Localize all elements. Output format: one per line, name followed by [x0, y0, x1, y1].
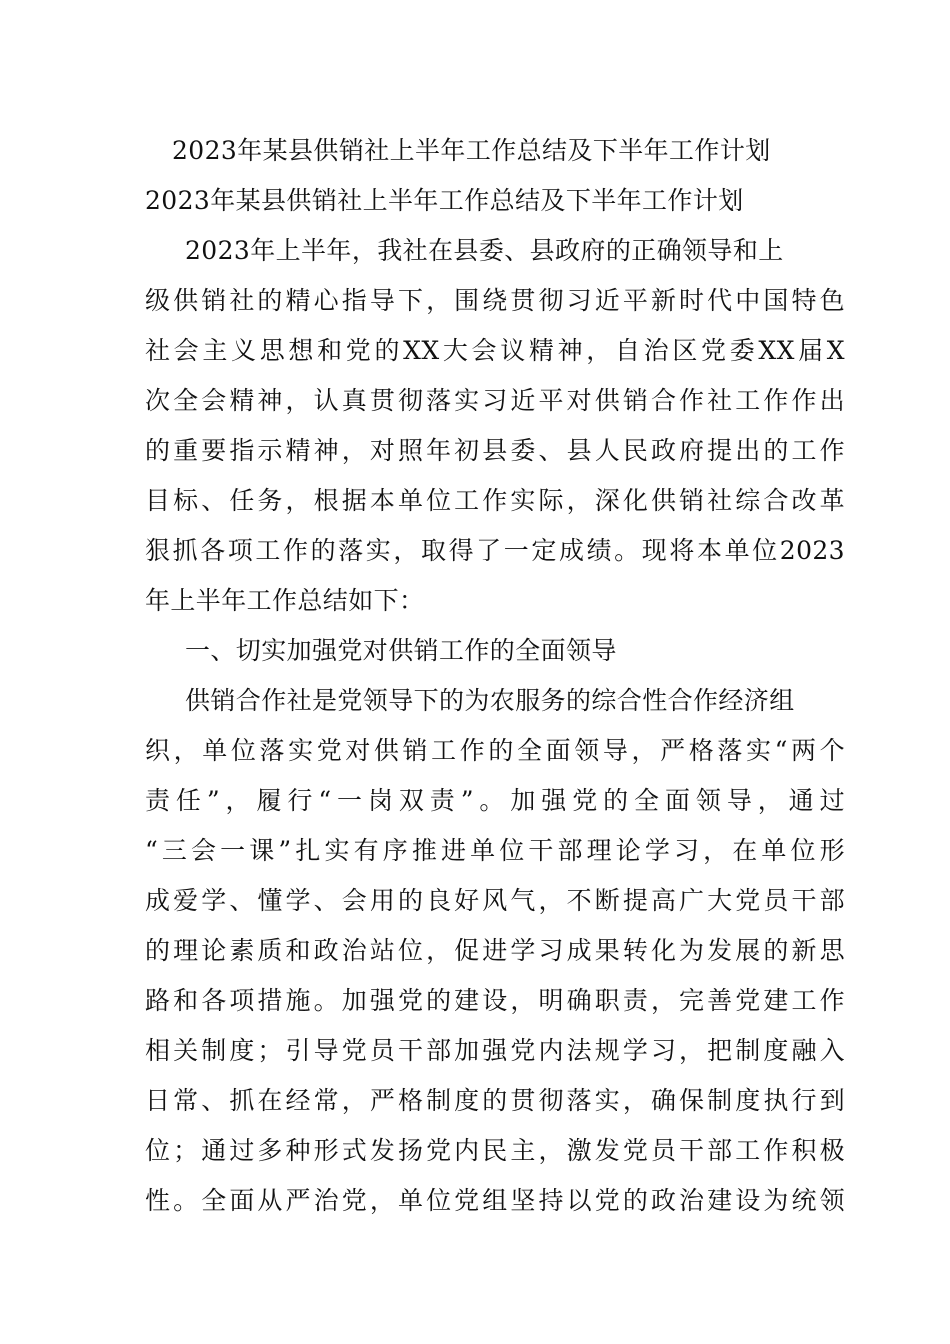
paragraph-line: 织，单位落实党对供销工作的全面领导，严格落实“两个 — [145, 736, 845, 765]
paragraph-line: 供销合作社是党领导下的为农服务的综合性合作经济组 — [185, 686, 795, 715]
paragraph-line: 次全会精神，认真贯彻落实习近平对供销合作社工作作出 — [145, 386, 845, 415]
paragraph-line: 相关制度；引导党员干部加强党内法规学习，把制度融入 — [145, 1036, 845, 1065]
paragraph-line: 的重要指示精神，对照年初县委、县人民政府提出的工作 — [145, 436, 845, 465]
paragraph-line: “三会一课”扎实有序推进单位干部理论学习，在单位形 — [145, 836, 845, 865]
paragraph-line: 路和各项措施。加强党的建设，明确职责，完善党建工作 — [145, 986, 845, 1015]
paragraph-line: 2023年上半年，我社在县委、县政府的正确领导和上 — [185, 236, 784, 265]
document-subtitle: 2023年某县供销社上半年工作总结及下半年工作计划 — [145, 186, 744, 215]
paragraph-line: 目标、任务，根据本单位工作实际，深化供销社综合改革 — [145, 486, 845, 515]
paragraph-line: 的理论素质和政治站位，促进学习成果转化为发展的新思 — [145, 936, 845, 965]
section-heading: 一、切实加强党对供销工作的全面领导 — [185, 636, 617, 665]
paragraph-line: 责任”，履行“一岗双责”。加强党的全面领导，通过 — [145, 786, 845, 815]
document-title: 2023年某县供销社上半年工作总结及下半年工作计划 — [172, 136, 771, 165]
paragraph-line: 性。全面从严治党，单位党组坚持以党的政治建设为统领 — [145, 1186, 845, 1215]
paragraph-line: 位；通过多种形式发扬党内民主，激发党员干部工作积极 — [145, 1136, 845, 1165]
paragraph-line: 狠抓各项工作的落实，取得了一定成绩。现将本单位2023 — [145, 536, 845, 565]
paragraph-line: 级供销社的精心指导下，围绕贯彻习近平新时代中国特色 — [145, 286, 845, 315]
paragraph-line: 社会主义思想和党的XX大会议精神，自治区党委XX届X — [145, 336, 845, 365]
paragraph-line: 日常、抓在经常，严格制度的贯彻落实，确保制度执行到 — [145, 1086, 845, 1115]
paragraph-line: 年上半年工作总结如下： — [145, 586, 425, 615]
paragraph-line: 成爱学、懂学、会用的良好风气，不断提高广大党员干部 — [145, 886, 845, 915]
